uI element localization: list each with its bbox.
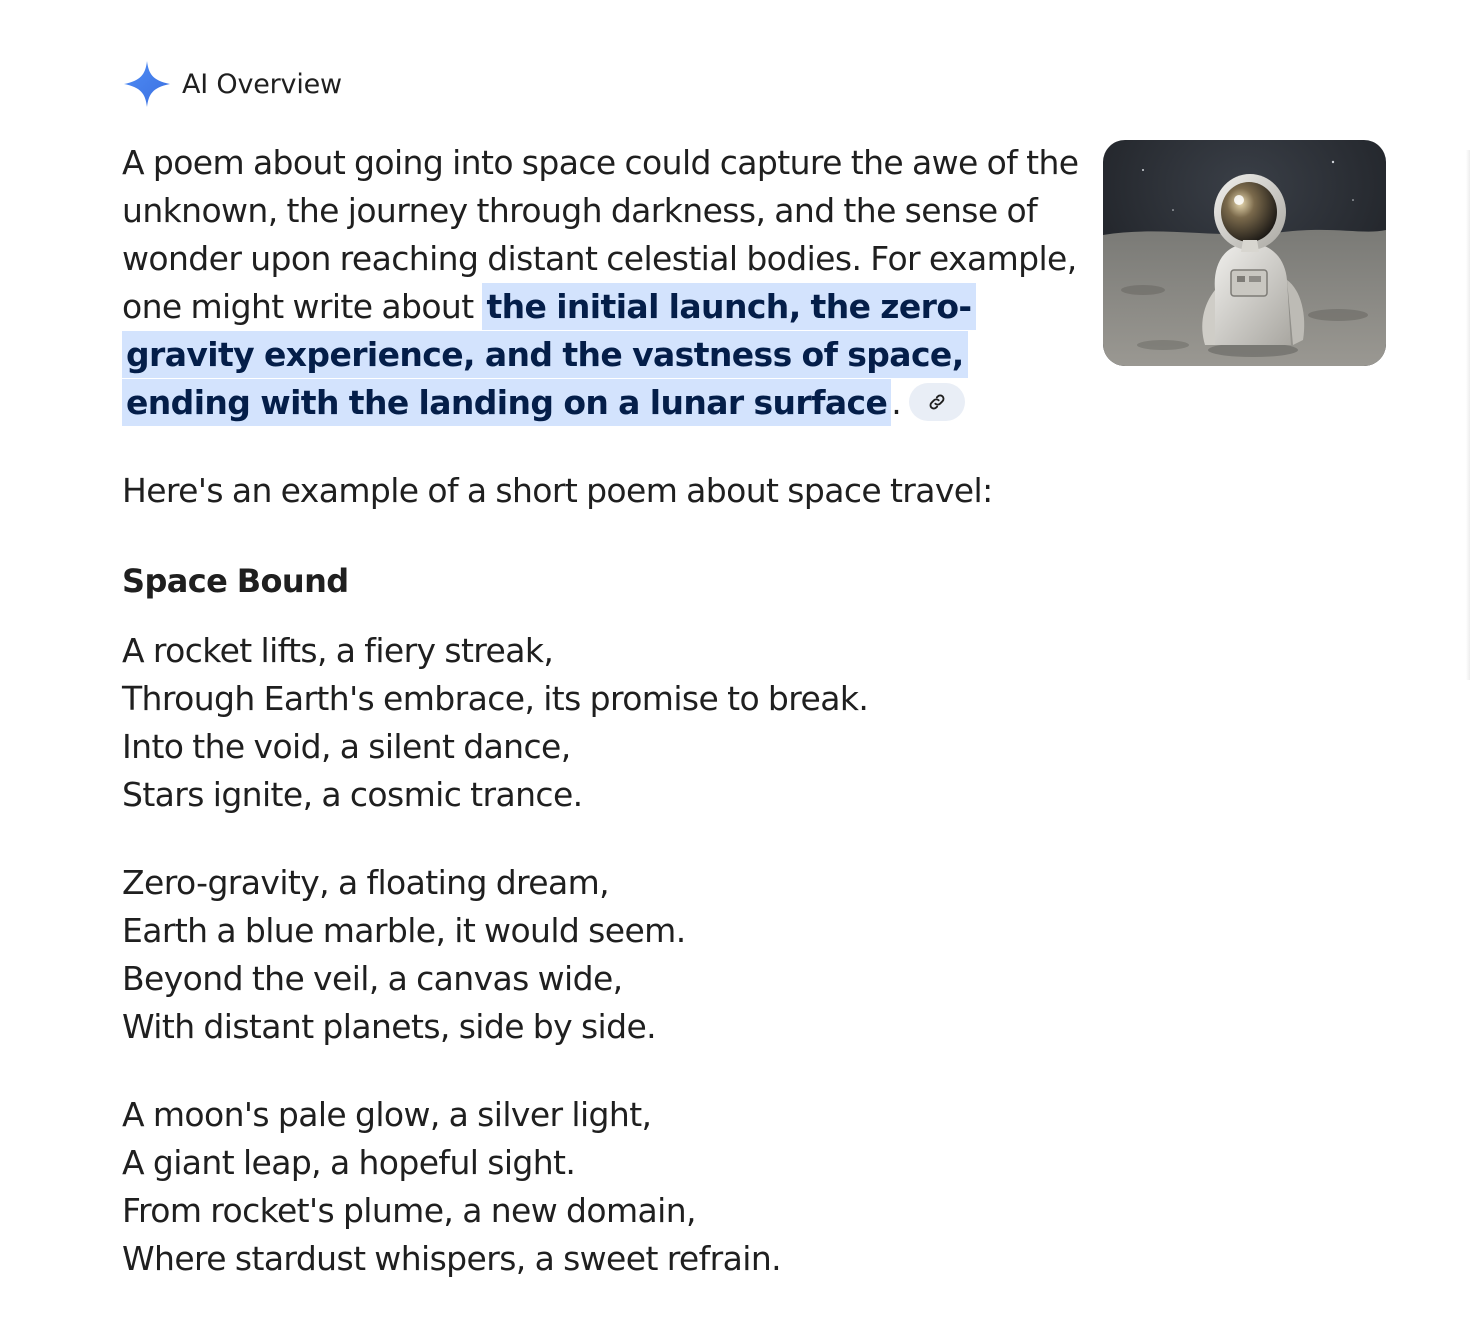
- ai-overview-title: AI Overview: [182, 68, 342, 100]
- overview-content: [122, 139, 1082, 1283]
- poem-line: With distant planets, side by side.: [122, 1007, 657, 1046]
- poem-stanza-1: [122, 627, 1082, 819]
- intro-paragraph: [122, 139, 1082, 427]
- source-link-button[interactable]: [909, 383, 965, 421]
- poem-line: Stars ignite, a cosmic trance.: [122, 775, 583, 814]
- poem-line: Zero-gravity, a floating dream,: [122, 863, 610, 902]
- intro-text: A poem about going into space could capture the awe of the unknown, the journey through darkness, and the sense of wonder upon reaching distant celestial bodies. For example, one might write about: [122, 143, 1079, 326]
- intro-period: .: [891, 383, 902, 422]
- poem-line: From rocket's plume, a new domain,: [122, 1191, 696, 1230]
- poem-line: Earth a blue marble, it would seem.: [122, 911, 686, 950]
- astronaut-on-moon-image[interactable]: [1103, 140, 1386, 366]
- highlighted-text[interactable]: the initial launch, the zero-gravity experience, and the vastness of space, ending with the landing on a lunar surface: [122, 283, 976, 426]
- poem-stanza-3: [122, 1091, 1082, 1283]
- link-icon: [927, 392, 947, 412]
- poem-line: Where stardust whispers, a sweet refrain.: [122, 1239, 782, 1278]
- poem-title: Space Bound: [122, 562, 349, 600]
- ai-overview-header: [122, 58, 342, 110]
- poem-line: Through Earth's embrace, its promise to break.: [122, 679, 869, 718]
- poem-line: Into the void, a silent dance,: [122, 727, 571, 766]
- example-intro: Here's an example of a short poem about space travel:: [122, 471, 993, 510]
- scrollbar-edge[interactable]: [1466, 150, 1470, 680]
- poem-line: A moon's pale glow, a silver light,: [122, 1095, 652, 1134]
- poem-line: A giant leap, a hopeful sight.: [122, 1143, 576, 1182]
- poem-line: Beyond the veil, a canvas wide,: [122, 959, 623, 998]
- sparkle-icon: [122, 59, 172, 109]
- poem-stanza-2: [122, 859, 1082, 1051]
- poem-line: A rocket lifts, a fiery streak,: [122, 631, 554, 670]
